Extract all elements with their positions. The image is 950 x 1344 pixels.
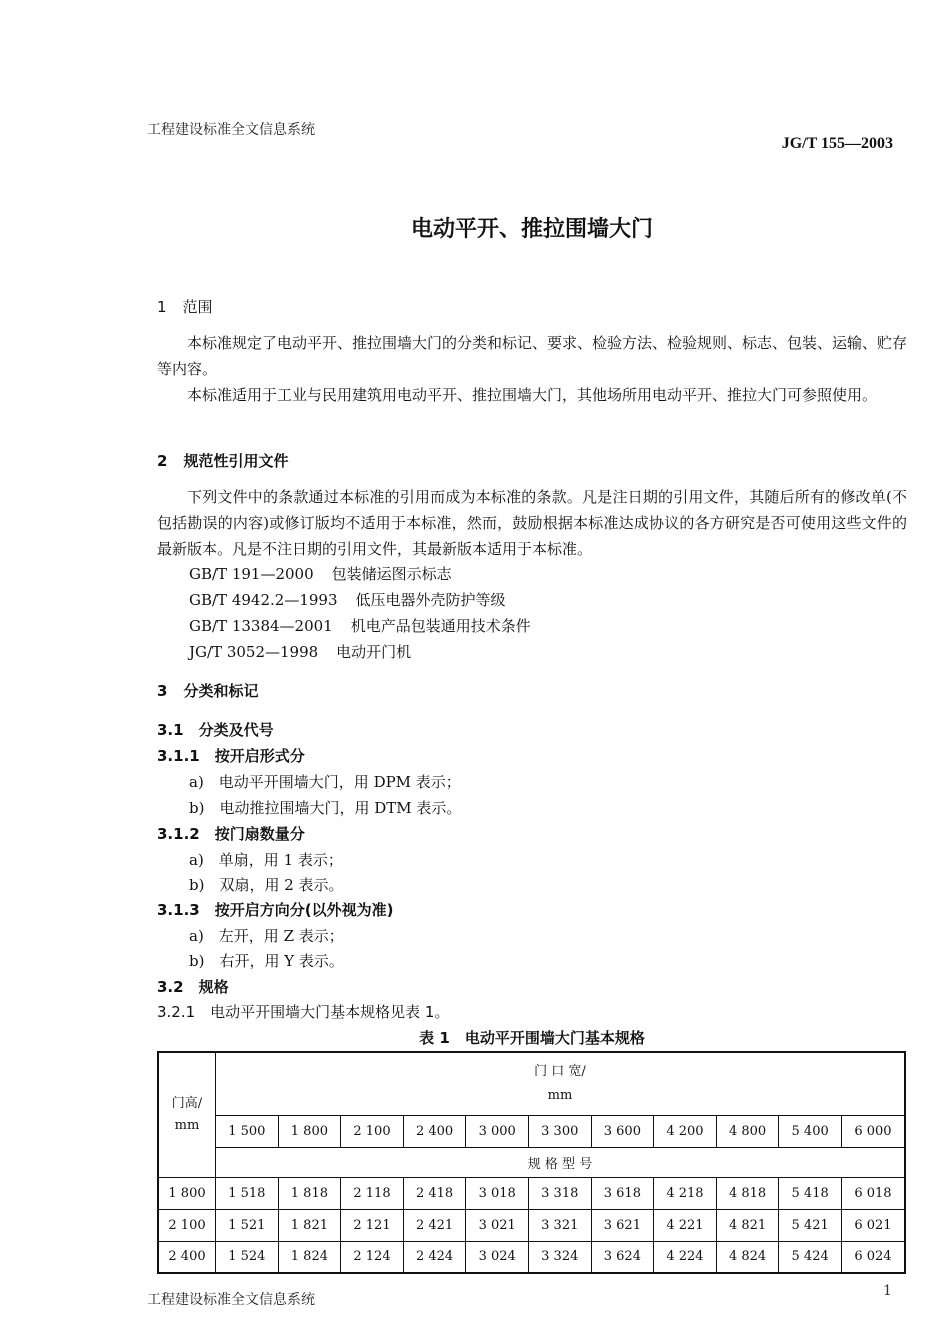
table-cell: 4 221	[654, 1209, 717, 1241]
table-row	[158, 1209, 905, 1241]
table-cell: 6 018	[841, 1177, 905, 1209]
section-number: 1	[157, 298, 167, 316]
table-cell: 2 418	[403, 1177, 466, 1209]
table-cell: 4 224	[654, 1241, 717, 1273]
section-number: 2	[157, 452, 168, 470]
table-cell: 1 518	[216, 1177, 279, 1209]
height-cell: 2 400	[158, 1241, 216, 1273]
table-cell: 3 024	[466, 1241, 529, 1273]
standard-number: JG/T 155—2003	[781, 135, 893, 152]
subsection-3-1-3: 3.1.3 按开启方向分(以外视为准)	[157, 901, 394, 919]
reference-item	[189, 589, 506, 610]
table-caption: 表 1 电动平开围墙大门基本规格	[419, 1029, 645, 1047]
table-cell: 3 324	[528, 1241, 591, 1273]
section-title: 分类和标记	[183, 682, 259, 700]
column-group-header	[216, 1052, 906, 1115]
subsection-3-1-1: 3.1.1 按开启形式分	[157, 747, 305, 765]
width-cell: 3 600	[591, 1115, 654, 1147]
table-cell: 3 021	[466, 1209, 529, 1241]
reference-item	[189, 641, 411, 662]
table-cell: 3 321	[528, 1209, 591, 1241]
list-item: a) 左开，用 Z 表示；	[189, 927, 344, 945]
subsection-3-2-1: 3.2.1 电动平开围墙大门基本规格见表 1。	[157, 1003, 450, 1021]
table-cell: 4 818	[716, 1177, 779, 1209]
section-title: 范围	[182, 298, 213, 316]
table-cell: 4 824	[716, 1241, 779, 1273]
table-cell: 2 121	[341, 1209, 404, 1241]
section-2-paragraph: 下列文件中的条款通过本标准的引用而成为本标准的条款。凡是注日期的引用文件，其随后所有的修改单(不包括勘误的内容)或修订版均不适用于本标准，然而，鼓励根据本标准达成协议的各方研究是否可使用这些文件的最新版本。凡是不注日期的引用文件，其最新版本适用于本标准。	[157, 488, 907, 558]
table-row	[158, 1177, 905, 1209]
table-cell: 3 318	[528, 1177, 591, 1209]
table-cell: 2 424	[403, 1241, 466, 1273]
reference-code: GB/T 4942.2—1993	[189, 591, 338, 609]
subsection-3-2: 3.2 规格	[157, 978, 229, 996]
table-cell: 1 521	[216, 1209, 279, 1241]
spec-table	[157, 1051, 906, 1273]
subsection-3-1-2: 3.1.2 按门扇数量分	[157, 825, 305, 843]
reference-name: 低压电器外壳防护等级	[355, 591, 506, 609]
list-item: b) 右开，用 Y 表示。	[189, 952, 344, 970]
list-item: b) 电动推拉围墙大门，用 DTM 表示。	[189, 799, 462, 817]
reference-name: 机电产品包装通用技术条件	[350, 617, 531, 635]
table-cell: 3 018	[466, 1177, 529, 1209]
width-cell: 2 100	[341, 1115, 404, 1147]
section-1-paragraph-1: 本标准规定了电动平开、推拉围墙大门的分类和标记、要求、检验方法、检验规则、标志、包装、运输、贮存等内容。	[157, 334, 908, 378]
reference-code: JG/T 3052—1998	[189, 643, 319, 661]
reference-name: 包装储运图示标志	[331, 565, 452, 583]
table-cell: 6 021	[841, 1209, 905, 1241]
table-cell: 5 421	[779, 1209, 842, 1241]
list-item: a) 单扇，用 1 表示；	[189, 851, 343, 869]
reference-item	[189, 563, 452, 584]
width-cell: 4 200	[654, 1115, 717, 1147]
section-3-heading	[157, 680, 258, 701]
page-number: 1	[883, 1283, 892, 1299]
reference-code: GB/T 13384—2001	[189, 617, 333, 635]
width-cell: 3 000	[466, 1115, 529, 1147]
table-cell: 6 024	[841, 1241, 905, 1273]
table-cell: 5 418	[779, 1177, 842, 1209]
table-cell: 1 524	[216, 1241, 279, 1273]
height-cell: 1 800	[158, 1177, 216, 1209]
header-source: 工程建设标准全文信息系统	[147, 122, 315, 138]
table-cell: 4 821	[716, 1209, 779, 1241]
table-cell: 3 624	[591, 1241, 654, 1273]
width-cell: 4 800	[716, 1115, 779, 1147]
table-cell: 2 124	[341, 1241, 404, 1273]
table-cell: 2 421	[403, 1209, 466, 1241]
table-cell: 3 618	[591, 1177, 654, 1209]
reference-code: GB/T 191—2000	[189, 565, 314, 583]
width-cell: 1 500	[216, 1115, 279, 1147]
table-cell: 3 621	[591, 1209, 654, 1241]
spec-label-cell: 规 格 型 号	[216, 1147, 906, 1177]
reference-item	[189, 615, 531, 636]
section-title: 规范性引用文件	[183, 452, 289, 470]
width-cell: 2 400	[403, 1115, 466, 1147]
list-item: a) 电动平开围墙大门，用 DPM 表示；	[189, 773, 461, 791]
height-cell: 2 100	[158, 1209, 216, 1241]
column-group-label: 门 口 宽/	[534, 1063, 586, 1079]
column-group-unit: mm	[547, 1087, 573, 1103]
table-cell: 2 118	[341, 1177, 404, 1209]
footer-source: 工程建设标准全文信息系统	[147, 1292, 315, 1308]
section-1-paragraph-2: 本标准适用于工业与民用建筑用电动平开、推拉围墙大门，其他场所用电动平开、推拉大门可参照使用。	[187, 386, 878, 404]
row-header-cell	[158, 1052, 216, 1177]
width-cell: 3 300	[528, 1115, 591, 1147]
width-cell: 1 800	[278, 1115, 341, 1147]
table-cell: 1 821	[278, 1209, 341, 1241]
table-cell: 1 818	[278, 1177, 341, 1209]
section-2-heading	[157, 450, 288, 471]
document-title: 电动平开、推拉围墙大门	[410, 217, 653, 242]
row-header-label: 门高/mm	[171, 1095, 203, 1133]
section-1-heading	[157, 296, 213, 317]
table-row	[158, 1241, 905, 1273]
table-cell: 1 824	[278, 1241, 341, 1273]
subsection-3-1: 3.1 分类及代号	[157, 721, 274, 739]
table-cell: 4 218	[654, 1177, 717, 1209]
section-number: 3	[157, 682, 168, 700]
width-cell: 6 000	[841, 1115, 905, 1147]
list-item: b) 双扇，用 2 表示。	[189, 876, 344, 894]
reference-name: 电动开门机	[336, 643, 412, 661]
width-cell: 5 400	[779, 1115, 842, 1147]
table-cell: 5 424	[779, 1241, 842, 1273]
